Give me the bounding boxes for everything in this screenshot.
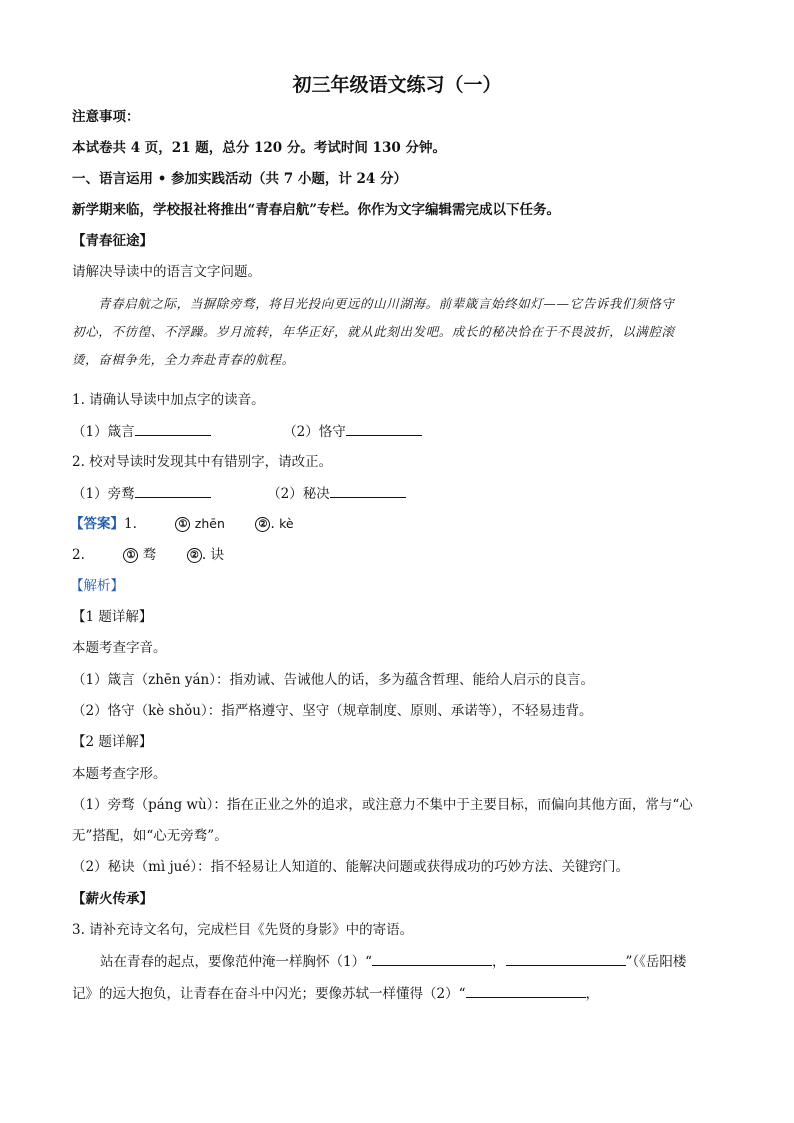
answer-blank[interactable] [346,421,422,436]
answer-value: zhēn [194,516,225,531]
part-heading-youth: 【青春征途】 [72,233,153,249]
question-text: 站在青春的起点，要像范仲淹一样胸怀（1）“ [100,954,372,970]
question-3-stem: 3. 请补充诗文名句，完成栏目《先贤的身影》中的寄语。 [72,922,414,938]
passage-line: 烫，奋楫争先，全力奔赴青春的航程。 [72,352,295,367]
answer-blank[interactable] [135,421,211,436]
option-label: （2）秘决 [267,486,330,502]
question-3-text-2 [72,983,599,1004]
part-instruction: 请解决导读中的语言文字问题。 [72,264,261,280]
answer-line-2: 2. ① 骛 ② . 诀 [72,547,224,563]
question-2-options [72,483,406,504]
detail-item-continued: 无”搭配，如“心无旁骛”。 [72,828,228,844]
option-label: （1）旁鹜 [72,486,135,502]
answer-value: kè [279,516,294,531]
circled-number: ① [123,548,138,563]
answer-value: 诀 [210,547,224,563]
passage-line: 初心，不彷徨、不浮躁。岁月流转，年华正好，就从此刻出发吧。成长的秘决恰在于不畏波折，以满腔滚 [72,324,675,339]
question-1-stem: 1. 请确认导读中加点字的读音。 [72,392,265,408]
answer-blank[interactable] [466,983,586,998]
circled-number: ② [187,548,202,563]
circled-number: ② [255,517,270,532]
answer-line-1: 【答案】1. ① zhēn ② . kè [70,516,294,532]
section-intro: 新学期来临，学校报社将推出“青春启航”专栏。你作为文字编辑需完成以下任务。 [72,202,561,218]
answer-blank[interactable] [135,483,211,498]
question-1-options [72,421,422,442]
analysis-label: 【解析】 [70,578,124,594]
option-label: （1）箴言 [72,424,135,440]
detail-item: （1）箴言（zhēn yán）：指劝诫、告诫他人的话，多为蕴含哲理、能给人启示的良言。 [72,672,594,688]
reading-passage [72,290,722,317]
part-heading-heritage: 【薪火传承】 [72,891,153,907]
answer-blank[interactable] [372,951,492,966]
detail-intro-2: 本题考查字形。 [72,766,167,782]
notice-heading: 注意事项： [72,109,140,125]
answer-label: 【答案】 [70,516,124,532]
reading-passage-2 [72,318,722,345]
question-text: 记》的远大抱负，让青春在奋斗中闪光；要像苏轼一样懂得（2）“ [72,986,466,1002]
answer-blank[interactable] [330,483,406,498]
circled-number: ① [175,517,190,532]
option-label: （2）恪守 [283,424,346,440]
question-text: ”（《岳阳楼 [625,954,687,970]
answer-number: 1. [124,516,137,532]
answer-number: 2. [72,547,85,563]
question-2-stem: 2. 校对导读时发现其中有错别字，请改正。 [72,454,333,470]
punctuation: ， [585,986,599,1002]
notice-line: 本试卷共 4 页，21 题，总分 120 分。考试时间 130 分钟。 [72,140,446,156]
answer-value: 骛 [142,547,157,563]
detail-item: （2）秘诀（mì jué）：指不轻易让人知道的、能解决问题或获得成功的巧妙方法、关键窍门。 [72,859,630,875]
passage-line: 青春启航之际，当摒除旁骛，将目光投向更远的山川湖海。前辈箴言始终如灯——它告诉我们须恪守 [98,296,675,311]
detail-heading-1: 【1 题详解】 [72,609,153,625]
punctuation: ， [492,954,506,970]
section-heading: 一、语言运用 • 参加实践活动（共 7 小题，计 24 分） [72,171,408,187]
answer-blank[interactable] [506,951,626,966]
question-3-text-1 [100,951,686,972]
detail-intro-1: 本题考查字音。 [72,640,167,656]
detail-item: （1）旁骛（páng wù）：指在正业之外的追求，或注意力不集中于主要目标，而偏向其他方面，常与“心 [72,797,693,813]
detail-item: （2）恪守（kè shǒu）：指严格遵守、坚守（规章制度、原则、承诺等），不轻易违背。 [72,703,593,719]
reading-passage-3 [72,346,722,373]
detail-heading-2: 【2 题详解】 [72,734,153,750]
page-title: 初三年级语文练习（一） [292,74,502,96]
